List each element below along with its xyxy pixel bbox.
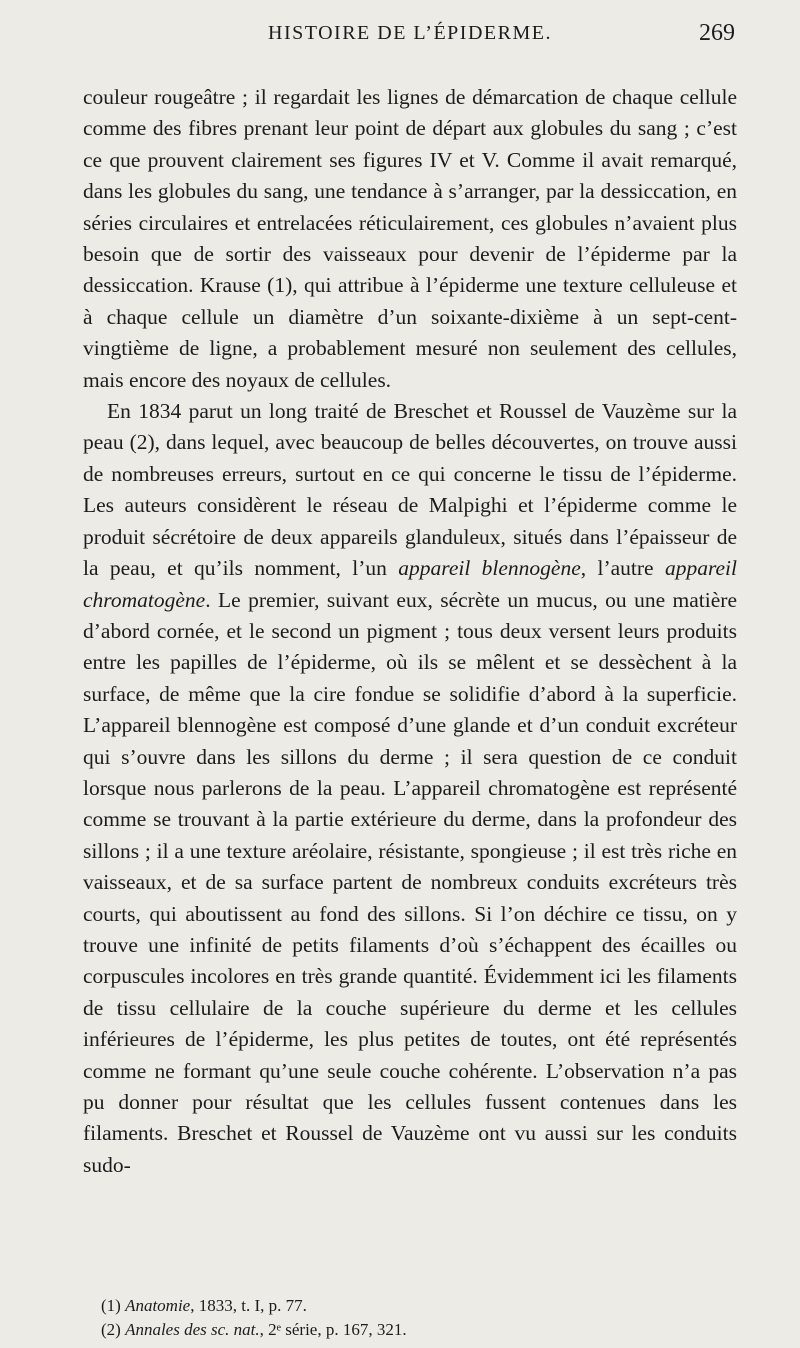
footnote-1-rest: , 1833, t. I, p. 77.	[190, 1296, 307, 1315]
footnote-1-title: Anatomie	[125, 1296, 191, 1315]
paragraph-2-part-a: En 1834 parut un long traité de Breschet et Roussel de Vauzème sur la peau (2), dans lequel, avec beaucoup de belles découvertes, on trouve aussi de nombreuses erreurs, surtout en ce qui concerne le tissu de l’épiderme. Les auteurs considèrent le réseau de Malpighi et l’épiderme comme le produit sécrétoire de deux appareils glanduleux, situés dans l’épaisseur de la peau, et qu’ils nomment, l’un	[83, 399, 737, 581]
footnote-1-marker: (1)	[101, 1296, 126, 1315]
footnote-1	[83, 1294, 737, 1318]
paragraph-2	[83, 396, 737, 1181]
body-text	[83, 82, 737, 1181]
footnote-2-title: Annales des sc. nat.	[125, 1320, 260, 1339]
term-appareil-chromatogene: appareil chromatogène	[83, 556, 737, 612]
paragraph-2-part-b: , l’autre	[580, 556, 665, 581]
paragraph-2-part-c: . Le premier, suivant eux, sécrète un mucus, ou une matière d’abord cornée, et le second un pigment ; tous deux versent leurs produits entre les papilles de l’épiderme, où ils se mêlent et se dessèchent à la surface, de même que la cire fondue se solidifie d’abord à la superficie. L’appareil blennogène est composé d’une glande et d’un conduit excréteur qui s’ouvre dans les sillons du derme ; il sera question de ce conduit lorsque nous parlerons de la peau. L’appareil chromatogène est représenté comme se trouvant à la partie extérieure du derme, dans la profondeur des sillons ; il a une texture aréolaire, résistante, spongieuse ; il est très riche en vaisseaux, et de sa surface partent de nombreux conduits excréteurs très courts, qui aboutissent au fond des sillons. Si l’on déchire ce tissu, on y trouve une infinité de petits filaments d’où s’échappent des écailles ou corpuscules incolores en très grande quantité. Évidemment ici les filaments de tissu cellulaire de la couche supérieure du derme et les cellules inférieures de l’épiderme, les plus petites de toutes, ont été représentés comme ne formant qu’une seule couche cohérente. L’observation n’a pas pu donner pour résultat que les cellules fussent contenues dans les filaments. Breschet et Roussel de Vauzème ont vu aussi sur les conduits sudo-	[83, 587, 737, 1177]
page-number: 269	[699, 20, 735, 46]
footnote-2-marker: (2)	[101, 1320, 126, 1339]
term-appareil-blennogene: appareil blennogène	[398, 556, 581, 581]
footnotes	[83, 1294, 737, 1342]
footnote-2-rest: , 2ᵉ série, p. 167, 321.	[259, 1320, 407, 1339]
running-head	[83, 20, 737, 50]
paragraph-1: couleur rougeâtre ; il regardait les lignes de démarcation de chaque cellule comme des fibres prenant leur point de départ aux globules du sang ; c’est ce que prouvent clairement ses figures IV et V. Comme il avait remarqué, dans les globules du sang, une tendance à s’arranger, par la dessiccation, en séries circulaires et entrelacées réticulairement, ces globules n’avaient plus besoin que de sortir des vaisseaux pour devenir de l’épiderme par la dessiccation. Krause (1), qui attribue à l’épiderme une texture celluleuse et à chaque cellule un diamètre d’un soixante-dixième à un sept-cent-vingtième de ligne, a probablement mesuré non seulement des cellules, mais encore des noyaux de cellules.	[83, 85, 737, 392]
footnote-2	[83, 1318, 737, 1342]
running-title: HISTOIRE DE L’ÉPIDERME.	[268, 22, 552, 44]
